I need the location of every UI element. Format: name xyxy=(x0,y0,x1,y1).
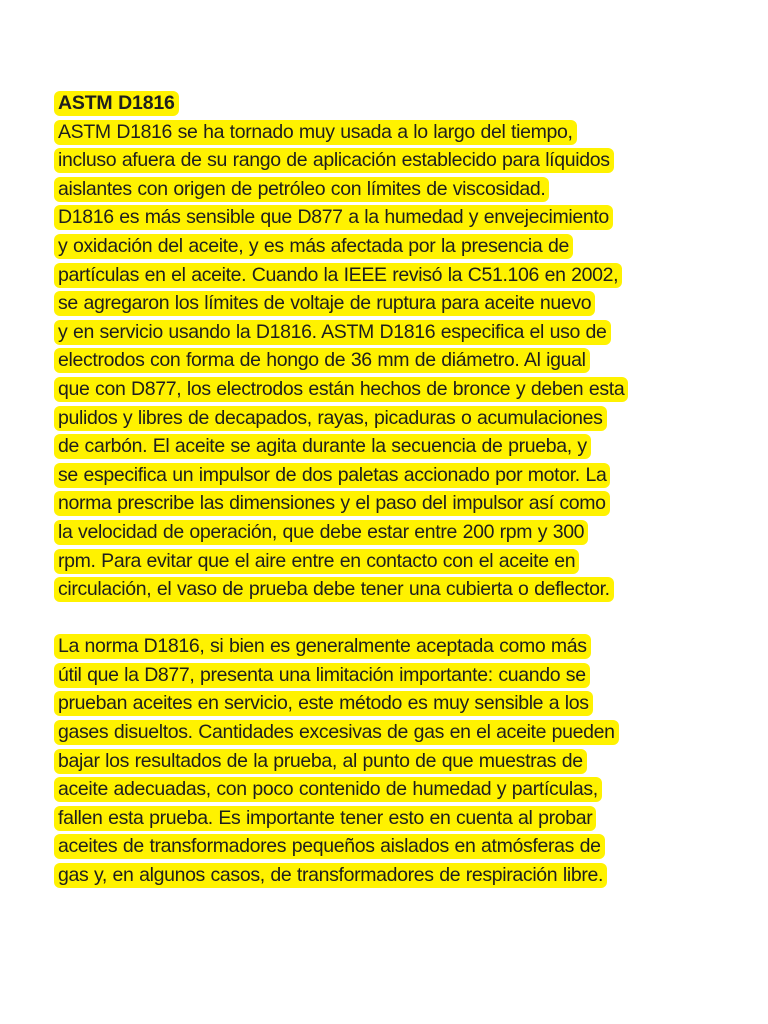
text-line: D1816 es más sensible que D877 a la humedad y envejecimiento xyxy=(58,205,758,234)
text-line: rpm. Para evitar que el aire entre en contacto con el aceite en xyxy=(58,549,758,578)
text-line: circulación, el vaso de prueba debe tener una cubierta o deflector. xyxy=(58,577,758,606)
text-line: se agregaron los límites de voltaje de ruptura para aceite nuevo xyxy=(58,291,758,320)
title-highlight: ASTM D1816 xyxy=(54,91,179,116)
paragraph-2 xyxy=(58,634,758,891)
text-line: partículas en el aceite. Cuando la IEEE revisó la C51.106 en 2002, xyxy=(58,263,758,292)
text-line: y en servicio usando la D1816. ASTM D1816 especifica el uso de xyxy=(58,320,758,349)
text-line: La norma D1816, si bien es generalmente aceptada como más xyxy=(58,634,758,663)
text-line: prueban aceites en servicio, este método es muy sensible a los xyxy=(58,691,758,720)
document-page xyxy=(58,91,758,892)
text-line: la velocidad de operación, que debe estar entre 200 rpm y 300 xyxy=(58,520,758,549)
paragraph-1 xyxy=(58,120,758,606)
text-line: incluso afuera de su rango de aplicación establecido para líquidos xyxy=(58,148,758,177)
text-line: aceite adecuadas, con poco contenido de humedad y partículas, xyxy=(58,777,758,806)
text-line: gas y, en algunos casos, de transformadores de respiración libre. xyxy=(58,863,758,892)
text-line: se especifica un impulsor de dos paletas accionado por motor. La xyxy=(58,463,758,492)
text-line: electrodos con forma de hongo de 36 mm de diámetro. Al igual xyxy=(58,348,758,377)
text-line: ASTM D1816 se ha tornado muy usada a lo largo del tiempo, xyxy=(58,120,758,149)
document-title xyxy=(58,91,758,120)
text-line: y oxidación del aceite, y es más afectada por la presencia de xyxy=(58,234,758,263)
text-line: de carbón. El aceite se agita durante la secuencia de prueba, y xyxy=(58,434,758,463)
paragraph-spacer xyxy=(58,606,758,635)
text-line: gases disueltos. Cantidades excesivas de gas en el aceite pueden xyxy=(58,720,758,749)
text-line: pulidos y libres de decapados, rayas, picaduras o acumulaciones xyxy=(58,406,758,435)
text-line: norma prescribe las dimensiones y el paso del impulsor así como xyxy=(58,491,758,520)
text-line: aceites de transformadores pequeños aislados en atmósferas de xyxy=(58,834,758,863)
text-line: útil que la D877, presenta una limitación importante: cuando se xyxy=(58,663,758,692)
text-line: que con D877, los electrodos están hechos de bronce y deben esta xyxy=(58,377,758,406)
text-line: aislantes con origen de petróleo con límites de viscosidad. xyxy=(58,177,758,206)
text-line: fallen esta prueba. Es importante tener esto en cuenta al probar xyxy=(58,806,758,835)
text-line: bajar los resultados de la prueba, al punto de que muestras de xyxy=(58,749,758,778)
